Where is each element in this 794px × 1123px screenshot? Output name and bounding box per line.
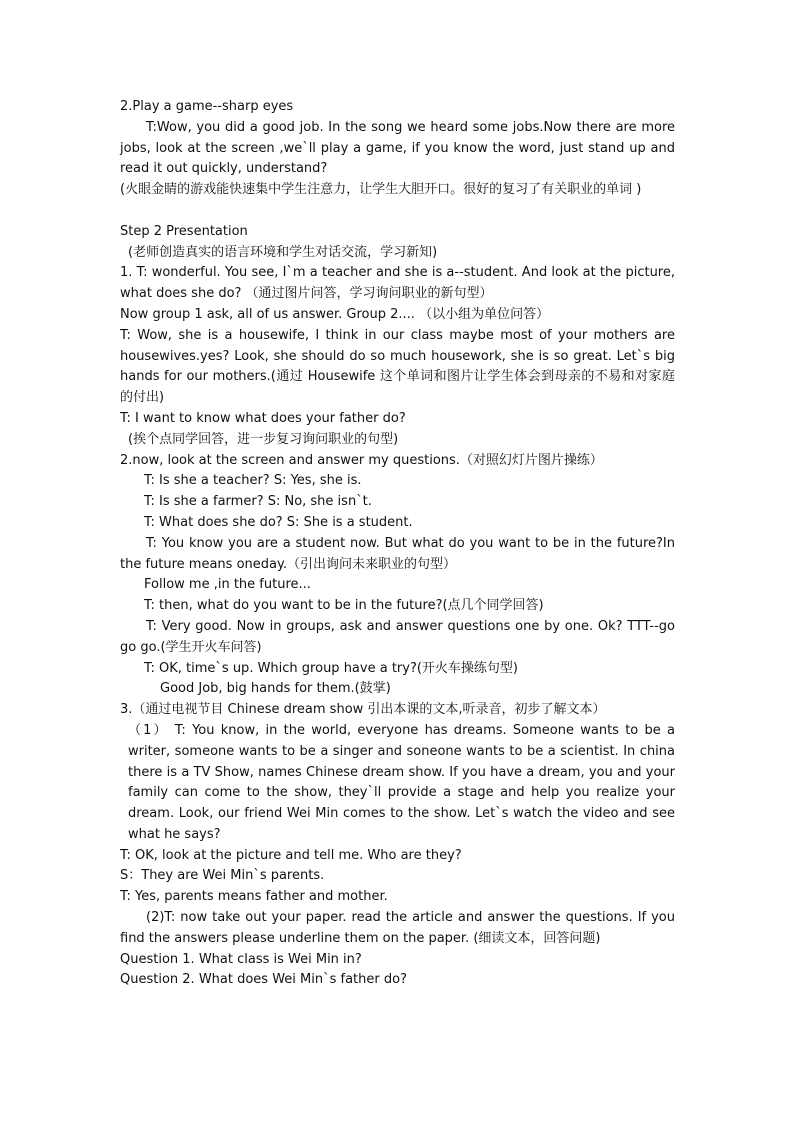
dialogue-paragraph: T: You know you are a student now. But what do you want to be in the future?In the future means oneday.（引出询问未来职业的句型）: [120, 535, 675, 572]
chinese-note: (挨个点同学回答，进一步复习询问职业的句型): [128, 431, 399, 447]
dialogue-line: Good Job, big hands for them.(鼓掌): [160, 681, 391, 697]
dialogue-paragraph: 2.now, look at the screen and answer my questions.（对照幻灯片图片操练）: [120, 452, 603, 468]
question-line: Question 2. What does Wei Min`s father do?: [120, 972, 407, 988]
chinese-note: (老师创造真实的语言环境和学生对话交流，学习新知): [128, 244, 438, 260]
chinese-note: (火眼金睛的游戏能快速集中学生注意力，让学生大胆开口。很好的复习了有关职业的单词 ): [120, 182, 642, 198]
dialogue-paragraph: (2)T: now take out your paper. read the article and answer the questions. If you find the answers please underline them on the paper. (细读文本，回答问题): [120, 910, 675, 946]
teacher-dialogue: T:Wow, you did a good job. In the song we heard some jobs.Now there are more jobs, look at the screen ,we`ll play a game, if you know the word, just stand up and read it out quickly, understand?: [120, 119, 675, 177]
dialogue-line: T: then, what do you want to be in the future?(点几个同学回答): [144, 598, 544, 614]
dialogue-paragraph: T: Very good. Now in groups, ask and answer questions one by one. Ok? TTT--go go go.(学生开火车问答): [120, 618, 675, 655]
dialogue-line: T: Is she a teacher? S: Yes, she is.: [144, 473, 362, 489]
dialogue-paragraph: （1） T: You know, in the world, everyone has dreams. Someone wants to be a writer, someone wants to be a singer and soneone wants to be a scientist. In china there is a TV Show, names Chinese dream show. If you have a dream, you and your family can come to the show, they`ll provide a stage and help you realize your dream. Look, our friend Wei Min comes to the show. Let`s watch the video and see what he says?: [128, 722, 675, 842]
document-body: [120, 97, 675, 991]
dialogue-line: T: Yes, parents means father and mother.: [120, 889, 388, 905]
dialogue-line: T: Is she a farmer? S: No, she isn`t.: [144, 494, 372, 510]
dialogue-line: T: OK, look at the picture and tell me. Who are they?: [120, 847, 462, 863]
dialogue-paragraph: T: I want to know what does your father do?: [120, 410, 406, 426]
question-line: Question 1. What class is Wei Min in?: [120, 951, 362, 967]
step-heading-presentation: Step 2 Presentation: [120, 223, 248, 239]
dialogue-line: S：They are Wei Min`s parents.: [120, 868, 325, 884]
dialogue-paragraph: 1. T: wonderful. You see, I`m a teacher and she is a--student. And look at the picture, what does she do? （通过图片问答，学习询问职业的新句型）: [120, 265, 675, 302]
dialogue-line: Follow me ,in the future...: [144, 577, 311, 593]
dialogue-paragraph: T: Wow, she is a housewife, I think in our class maybe most of your mothers are housewives.yes? Look, she should do so much housework, she is so great. Let`s big hands for our mothers.(通过 Housewife 这个单词和图片让学生体会到母亲的不易和对家庭的付出): [120, 327, 675, 406]
section-heading-play-game: 2.Play a game--sharp eyes: [120, 99, 294, 114]
dialogue-line: T: What does she do? S: She is a student.: [144, 514, 413, 530]
dialogue-line: T: OK, time`s up. Which group have a try?(开火车操练句型): [144, 660, 518, 676]
blank-line: [120, 201, 675, 222]
dialogue-paragraph: 3.（通过电视节目 Chinese dream show 引出本课的文本,听录音，初步了解文本）: [120, 702, 606, 718]
dialogue-paragraph: Now group 1 ask, all of us answer. Group 2.... （以小组为单位问答）: [120, 306, 550, 322]
